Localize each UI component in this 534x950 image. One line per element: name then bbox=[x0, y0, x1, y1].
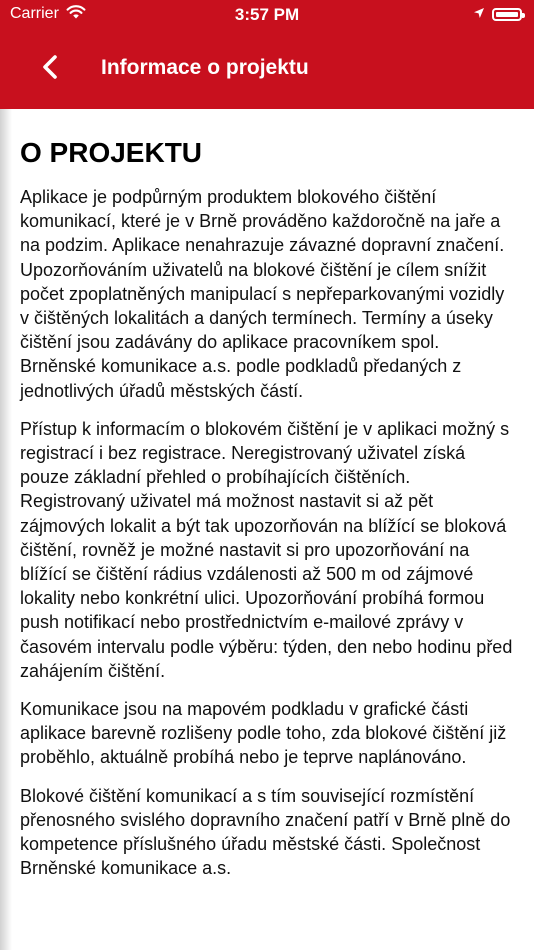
section-heading: O PROJEKTU bbox=[20, 137, 203, 168]
paragraph: Komunikace jsou na mapovém podkladu v grafické části aplikace barevně rozlišeny podle toho, zda blokové čištění již proběhlo, aktuálně probíhá nebo je teprve naplánováno. bbox=[20, 699, 507, 768]
top-bar bbox=[0, 0, 534, 109]
status-time: 3:57 PM bbox=[234, 5, 300, 24]
side-shadow bbox=[0, 109, 12, 950]
page-title: Informace o projektu bbox=[101, 56, 309, 79]
status-bar bbox=[0, 0, 534, 30]
carrier-label: Carrier bbox=[10, 5, 59, 22]
chevron-left-icon bbox=[36, 52, 66, 82]
paragraph: Aplikace je podpůrným produktem blokového čištění komunikací, které je v Brně prováděno každoročně na jaře a na podzim. Aplikace nenahrazuje závazné dopravní značení. Upozorňováním uživatelů na blokové čištění je cílem snížit počet zpoplatněných manipulací s nepřeparkovanými vozidly v čištěných lokalitách a daných termínech. Termíny a úseky čištění jsou zadávány do aplikace pracovníkem spol. Brněnské komunikace a.s. podle podkladů předaných z jednotlivých úřadů městských částí. bbox=[20, 187, 505, 401]
paragraph: Přístup k informacím o blokovém čištění je v aplikaci možný s registrací i bez registrace. Neregistrovaný uživatel získá pouze základní přehled o probíhajících čištěních. Registrovaný uživatel má možnost nastavit si až pět zájmových lokalit a být tak upozorňován na blížící se bloková čištění, rovněž je možné nastavit si pro upozorňování na blížící se čištění rádius vzdálenosti až 500 m od zájmové lokality nebo konkrétní ulici. Upozorňování probíhá formou push notifikací nebo prostřednictvím e-mailové zprávy v časovém intervalu podle výběru: týden, den nebo hodinu před zahájením čištění. bbox=[20, 418, 513, 681]
location-arrow-icon bbox=[473, 6, 485, 24]
back-button[interactable] bbox=[36, 52, 66, 82]
battery-icon bbox=[492, 8, 522, 21]
navigation-bar bbox=[0, 30, 534, 109]
content-scroll-area[interactable] bbox=[0, 109, 534, 950]
paragraph: Blokové čištění komunikací a s tím související rozmístění přenosného svislého dopravního značení patří v Brně plně do kompetence příslušného úřadu městské části. Společnost Brněnské komunikace a.s. bbox=[20, 785, 511, 879]
paragraph-list bbox=[20, 185, 518, 894]
